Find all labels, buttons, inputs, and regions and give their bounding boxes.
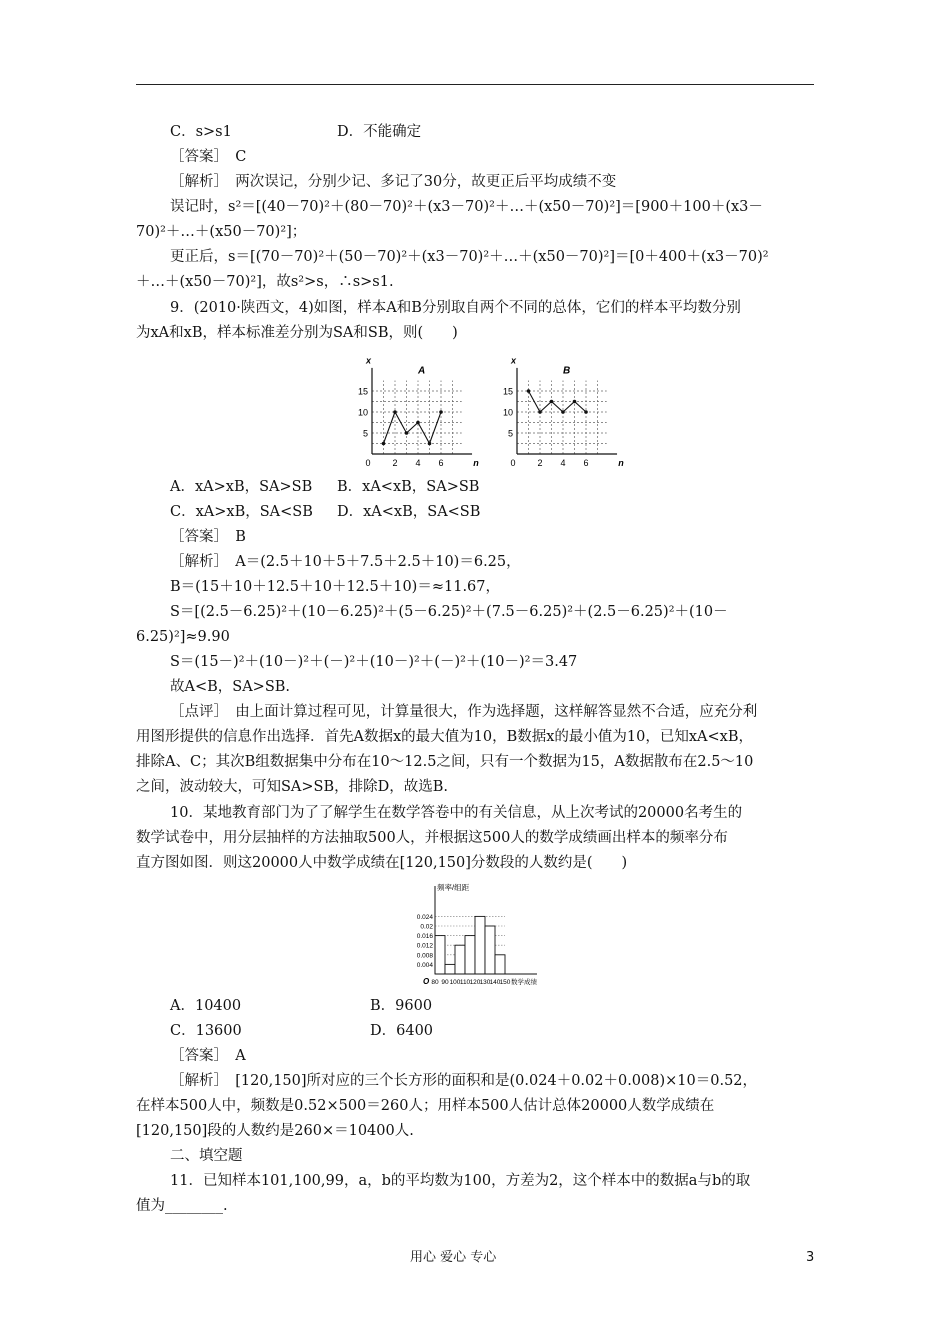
q10-option-a: A．10400 — [170, 998, 242, 1014]
data-point — [439, 410, 443, 414]
x-axis-label: 数学成绩 — [511, 979, 537, 986]
q10-stem-3: 直方图如图．则这20000人中数学成绩在[120,150]分数段的人数约是( ) — [136, 855, 628, 871]
y-tick-label: 5 — [507, 428, 513, 439]
q9-option-d: D．xA<xB，SA<SB — [337, 504, 481, 520]
q8-answer: ［答案］ C — [170, 149, 247, 165]
data-point — [393, 410, 397, 414]
x-tick-label: 0 — [365, 458, 371, 468]
header-rule — [136, 84, 814, 85]
y-axis-label: x — [366, 355, 372, 366]
histogram — [405, 880, 585, 990]
y-tick-label: 0.004 — [416, 961, 433, 969]
data-point — [382, 442, 386, 446]
x-tick-label: 2 — [537, 458, 543, 468]
chart-b — [500, 350, 630, 468]
histogram-bar — [485, 926, 495, 974]
data-point — [538, 410, 542, 414]
chart-title: B — [563, 365, 571, 377]
option-c-top: C．s>s1 — [170, 124, 232, 140]
q8-line-3: 更正后，s＝[(70－70)²＋(50－70)²＋(x3－70)²＋…＋(x50－70)²]＝[0＋400＋(x3－70)² — [170, 249, 769, 265]
x-axis-label: n — [618, 458, 624, 468]
y-axis-label: 频率/组距 — [437, 883, 470, 892]
q9-comment-4: 之间，波动较大，可知SA>SB，排除D，故选B. — [136, 779, 449, 795]
q9-option-a: A．xA>xB，SA>SB — [170, 479, 313, 495]
chart-a — [355, 350, 485, 468]
q8-line-1: 误记时，s²＝[(40－70)²＋(80－70)²＋(x3－70)²＋…＋(x50－70)²]＝[900＋100＋(x3－ — [170, 199, 763, 215]
q11-stem-2: 值为________. — [136, 1198, 228, 1214]
x-tick-label: 0 — [510, 458, 516, 468]
x-tick-label: 4 — [415, 458, 421, 468]
q9-comment-3: 排除A、C；其次B组数据集中分布在10～12.5之间，只有一个数据为15，A数据散布在2.5～10 — [136, 754, 754, 770]
q9-analysis-4: 6.25)²]≈9.90 — [136, 629, 230, 645]
x-tick-label: 4 — [560, 458, 566, 468]
q9-comment-1: ［点评］ 由上面计算过程可见，计算量很大，作为选择题，这样解答显然不合适，应充分利 — [170, 704, 758, 720]
x-tick-label: 6 — [583, 458, 589, 468]
y-axis-label: x — [511, 355, 517, 366]
series-line — [384, 412, 442, 444]
q9-analysis-3: S＝[(2.5－6.25)²＋(10－6.25)²＋(5－6.25)²＋(7.5－6.25)²＋(2.5－6.25)²＋(10－ — [170, 604, 728, 620]
origin-label: O — [423, 977, 430, 986]
q8-line-4: ＋…＋(x50－70)²]，故s²>s，∴s>s1. — [136, 274, 394, 290]
histogram-bar — [455, 945, 465, 974]
q9-analysis-2: B＝(15＋10＋12.5＋10＋12.5＋10)＝≈11.67， — [170, 579, 501, 595]
x-tick-label: 6 — [438, 458, 444, 468]
x-tick-label: 140 — [489, 979, 501, 986]
data-point — [416, 421, 420, 425]
q10-stem-2: 数学试卷中，用分层抽样的方法抽取500人，并根据这500人的数学成绩画出样本的频率分布 — [136, 830, 728, 846]
data-point — [584, 410, 588, 414]
y-tick-label: 0.024 — [416, 913, 433, 921]
y-tick-label: 0.012 — [416, 942, 433, 950]
x-tick-label: 150 — [499, 979, 511, 986]
q9-stem-2: 为xA和xB，样本标准差分别为SA和SB，则( ) — [136, 325, 458, 341]
q9-option-c: C．xA>xB，SA<SB — [170, 504, 313, 520]
footer-motto: 用心 爱心 专心 — [410, 1250, 497, 1265]
histogram-bar — [435, 936, 445, 974]
q9-analysis-1: ［解析］ A＝(2.5＋10＋5＋7.5＋2.5＋10)＝6.25， — [170, 554, 521, 570]
data-point — [428, 442, 432, 446]
q10-option-c: C．13600 — [170, 1023, 242, 1039]
data-point — [405, 431, 409, 435]
q10-analysis-1: ［解析］ [120,150]所对应的三个长方形的面积和是(0.024＋0.02＋0.008)×10＝0.52， — [170, 1073, 758, 1089]
data-point — [527, 389, 531, 393]
x-tick-label: 2 — [392, 458, 398, 468]
q9-answer: ［答案］ B — [170, 529, 246, 545]
q8-analysis: ［解析］ 两次误记，分别少记、多记了30分，故更正后平均成绩不变 — [170, 174, 617, 190]
q10-answer: ［答案］ A — [170, 1048, 246, 1064]
data-point — [573, 400, 577, 404]
y-tick-label: 10 — [357, 407, 368, 418]
x-axis-label: n — [473, 458, 479, 468]
x-tick-label: 120 — [469, 979, 481, 986]
y-tick-label: 15 — [357, 386, 368, 397]
y-tick-label: 10 — [502, 407, 513, 418]
histogram-bar — [495, 955, 505, 974]
y-tick-label: 5 — [362, 428, 368, 439]
histogram-bar — [475, 916, 485, 974]
x-tick-label: 130 — [479, 979, 491, 986]
x-tick-label: 110 — [459, 979, 471, 986]
y-tick-label: 0.02 — [420, 923, 433, 931]
x-tick-label: 80 — [431, 979, 439, 986]
y-tick-label: 0.008 — [416, 952, 433, 960]
q8-line-2: 70)²＋…＋(x50－70)²]； — [136, 224, 307, 240]
y-tick-label: 0.016 — [416, 933, 433, 941]
q10-option-d: D．6400 — [370, 1023, 434, 1039]
q10-analysis-2: 在样本500人中，频数是0.52×500＝260人；用样本500人估计总体20000人数学成绩在 — [136, 1098, 715, 1114]
section-heading: 二、填空题 — [170, 1148, 243, 1164]
page-number: 3 — [806, 1250, 815, 1265]
q9-option-b: B．xA<xB，SA>SB — [337, 479, 480, 495]
option-d-top: D．不能确定 — [337, 124, 422, 140]
q10-stem-1: 10．某地教育部门为了了解学生在数学答卷中的有关信息，从上次考试的20000名考生的 — [170, 805, 743, 821]
data-point — [561, 410, 565, 414]
chart-title: A — [418, 365, 426, 377]
q9-stem-1: 9．(2010·陕西文，4)如图，样本A和B分别取自两个不同的总体，它们的样本平均数分别 — [170, 300, 741, 316]
histogram-bar — [465, 936, 475, 974]
x-tick-label: 90 — [441, 979, 449, 986]
q9-analysis-5: S＝(15－)²＋(10－)²＋(－)²＋(10－)²＋(－)²＋(10－)²＝3.47 — [170, 654, 578, 670]
data-point — [550, 400, 554, 404]
q9-comment-2: 用图形提供的信息作出选择．首先A数据x的最大值为10，B数据x的最小值为10，已知xA<xB， — [136, 729, 754, 745]
histogram-bar — [445, 964, 455, 974]
y-tick-label: 15 — [502, 386, 513, 397]
q10-option-b: B．9600 — [370, 998, 433, 1014]
q11-stem-1: 11．已知样本101,100,99，a，b的平均数为100，方差为2，这个样本中的数据a与b的取 — [170, 1173, 751, 1189]
x-tick-label: 100 — [449, 979, 461, 986]
q9-analysis-6: 故A<B，SA>SB. — [170, 679, 291, 695]
q10-analysis-3: [120,150]段的人数约是260×＝10400人. — [136, 1123, 414, 1139]
